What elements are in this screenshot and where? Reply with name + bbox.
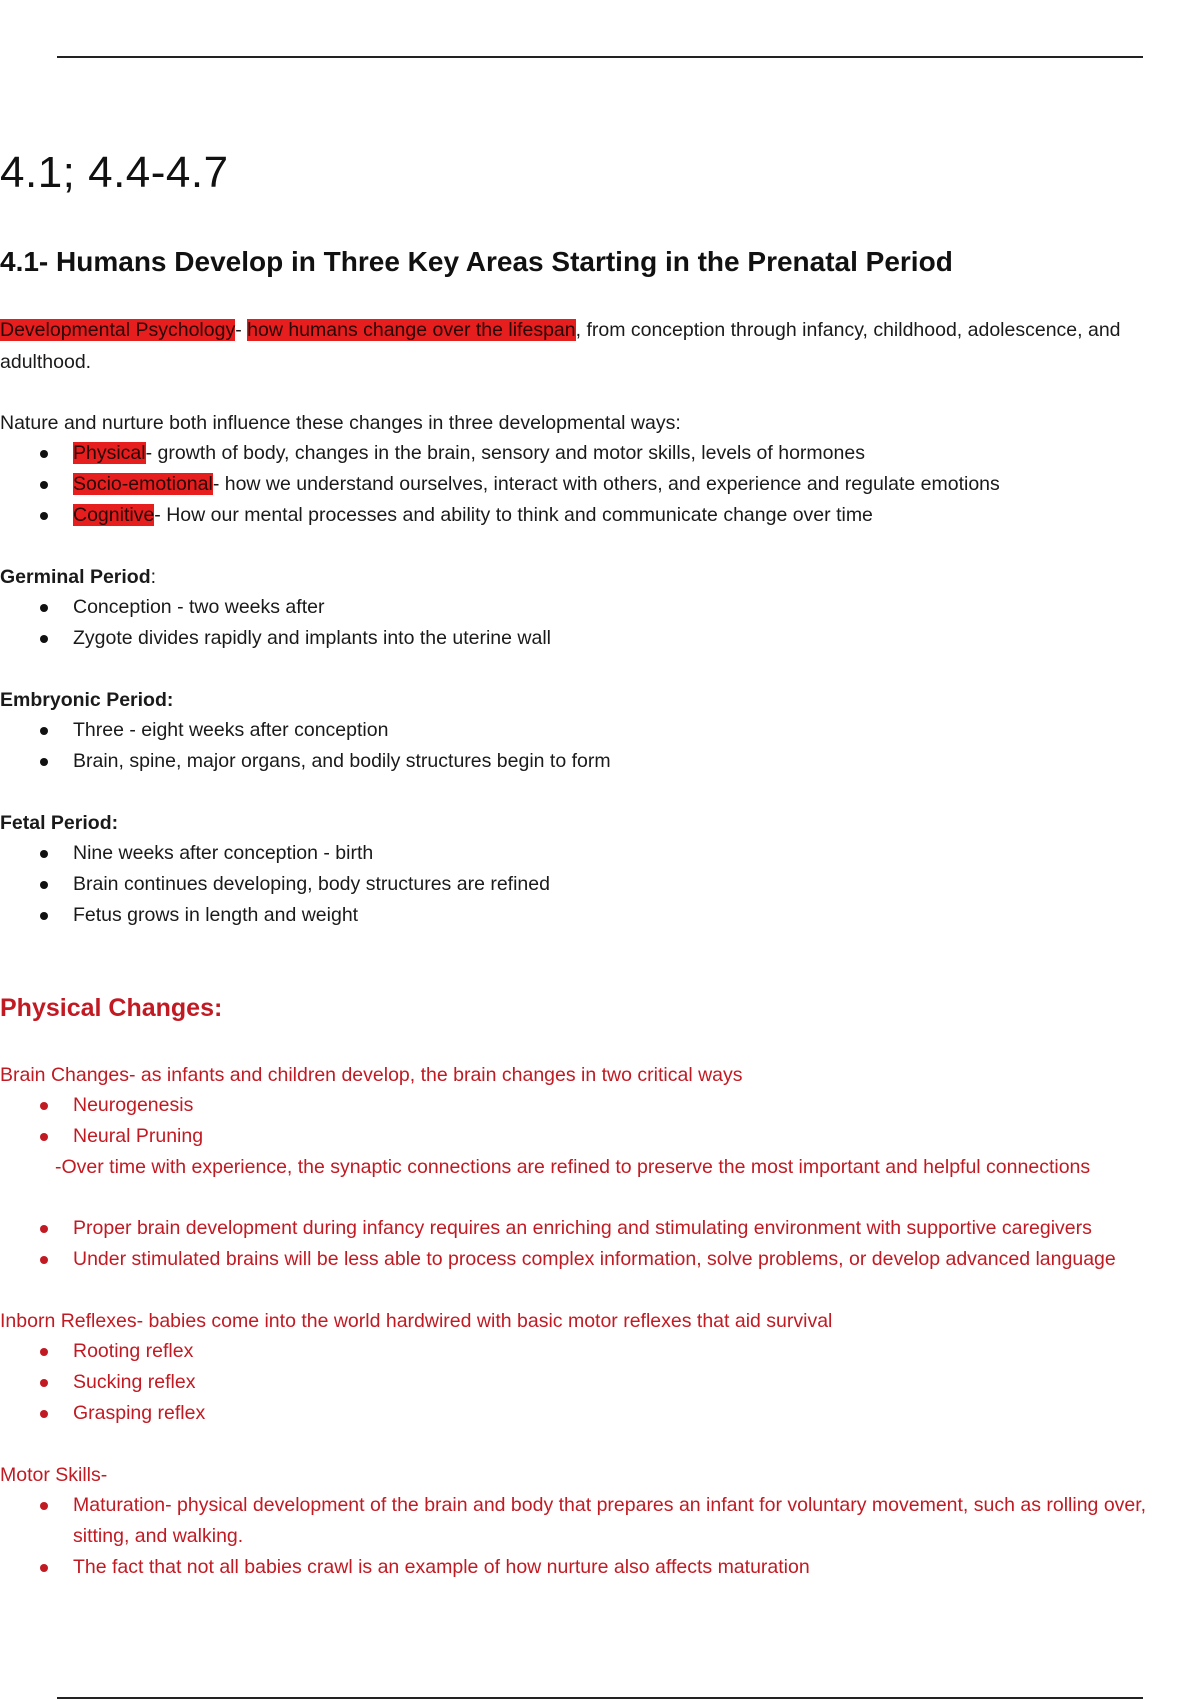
reflex-list (0, 1336, 205, 1429)
motor-list (0, 1490, 1200, 1583)
physical-heading: Physical Changes: (0, 994, 223, 1022)
intro-rest-2: adulthood. (0, 351, 92, 373)
list-item: Brain continues developing, body structures are refined (0, 869, 550, 900)
list-item: Brain, spine, major organs, and bodily structures begin to form (0, 746, 611, 777)
list-item: Cognitive- How our mental processes and ability to think and communicate change over time (0, 500, 1000, 531)
ways-lead: Nature and nurture both influence these changes in three developmental ways: (0, 412, 681, 434)
highlight-term: Socio-emotional (73, 473, 213, 495)
section-title: 4.1- Humans Develop in Three Key Areas Starting in the Prenatal Period (0, 246, 953, 277)
list-item: Nine weeks after conception - birth (0, 838, 550, 869)
list-item: Sucking reflex (0, 1367, 205, 1398)
brain-lead: Brain Changes- as infants and children develop, the brain changes in two critical ways (0, 1064, 743, 1086)
brain-list (0, 1090, 203, 1152)
footer-rule (57, 1697, 1143, 1699)
intro-paragraph (0, 314, 1121, 378)
brain-list-2 (0, 1213, 1116, 1275)
list-item: Socio-emotional- how we understand ourselves, interact with others, and experience and regulate emotions (0, 469, 1000, 500)
reflex-lead: Inborn Reflexes- babies come into the world hardwired with basic motor reflexes that aid survival (0, 1310, 833, 1332)
embryonic-heading: Embryonic Period: (0, 689, 174, 711)
list-item: Under stimulated brains will be less able to process complex information, solve problems, or develop advanced language (0, 1244, 1116, 1275)
list-item: The fact that not all babies crawl is an example of how nurture also affects maturation (0, 1552, 1200, 1583)
list-item: Maturation- physical development of the brain and body that prepares an infant for voluntary movement, such as rolling over, sitting, and walking. (0, 1490, 1200, 1552)
intro-rest: , from conception through infancy, childhood, adolescence, and (575, 319, 1121, 341)
list-item: Three - eight weeks after conception (0, 715, 611, 746)
intro-sep: - (235, 319, 242, 341)
highlight-term: Developmental Psychology (0, 319, 236, 341)
list-item: Neural Pruning (0, 1121, 203, 1152)
fetal-list (0, 838, 550, 931)
fetal-heading: Fetal Period: (0, 812, 119, 834)
highlight-term: Physical (73, 442, 146, 464)
embryonic-list (0, 715, 611, 777)
list-item: Proper brain development during infancy requires an enriching and stimulating environment with supportive caregivers (0, 1213, 1116, 1244)
list-item: Neurogenesis (0, 1090, 203, 1121)
pruning-note: -Over time with experience, the synaptic connections are refined to preserve the most important and helpful connections (55, 1156, 1091, 1178)
highlight-definition: how humans change over the lifespan (247, 319, 576, 341)
highlight-term: Cognitive (73, 504, 155, 526)
ways-list (0, 438, 1000, 531)
germinal-list (0, 592, 551, 654)
list-item: Grasping reflex (0, 1398, 205, 1429)
header-rule (57, 56, 1143, 58)
list-item: Conception - two weeks after (0, 592, 551, 623)
germinal-heading: Germinal Period: (0, 566, 157, 588)
list-item: Zygote divides rapidly and implants into the uterine wall (0, 623, 551, 654)
list-item: Physical- growth of body, changes in the brain, sensory and motor skills, levels of hormones (0, 438, 1000, 469)
page-title: 4.1; 4.4-4.7 (0, 148, 229, 197)
motor-lead: Motor Skills- (0, 1464, 108, 1486)
list-item: Rooting reflex (0, 1336, 205, 1367)
list-item: Fetus grows in length and weight (0, 900, 550, 931)
